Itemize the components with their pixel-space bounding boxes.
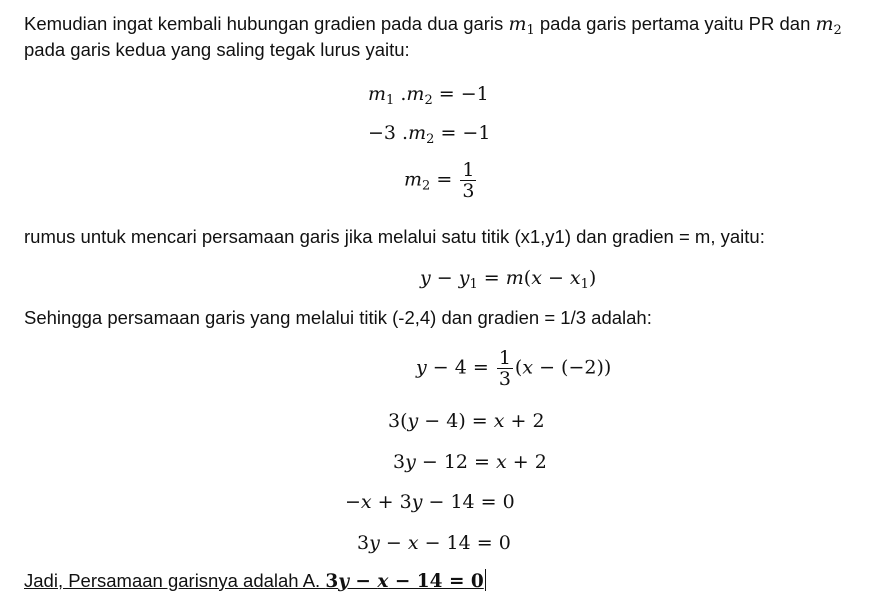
equation-m2-result: $m_2$ = $\frac{1}{3}$ (404, 159, 475, 202)
rumus-text: rumus untuk mencari persamaan garis jika melalui satu titik (x1,y1) dan gradien = m, yaitu: (24, 226, 765, 247)
fraction-one-third: $\frac{1}{3}$ (462, 159, 475, 202)
var-m1: $m_1$ (508, 13, 535, 38)
step-4-equation: −x + 3y − 14 = 0 (345, 491, 515, 513)
final-answer-text: Jadi, Persamaan garisnya adalah A. (24, 570, 326, 591)
point-slope-formula: $y - y_1 = m(x - x_1)$ (420, 267, 597, 292)
fraction-one-third: $\frac{1}{3}$ (498, 347, 511, 390)
sehingga-text: Sehingga persamaan garis yang melalui titik (-2,4) dan gradien = 1/3 adalah: (24, 307, 652, 328)
step-5-equation: 3y − x − 14 = 0 (357, 532, 511, 554)
intro-line-1 (24, 12, 842, 36)
final-answer-equation: 3y − x − 14 = 0 (325, 571, 484, 592)
intro-text-start: Kemudian ingat kembali hubungan gradien pada dua garis (24, 13, 509, 34)
step-1-equation: y − 4 = $\frac{1}{3}$ (x − (−2)) (416, 347, 612, 390)
final-answer (24, 568, 486, 595)
equation-m1-m2: $m_1$ $.m_2 = -1$ (368, 83, 489, 108)
equation-minus3-m2: −3 $.m_2 = -1$ (368, 122, 491, 147)
var-m2: $m_2$ (815, 13, 842, 38)
step-3-equation: 3y − 12 = x + 2 (393, 451, 547, 473)
text-cursor (485, 569, 486, 591)
intro-line-2: pada garis kedua yang saling tegak lurus yaitu: (24, 39, 410, 60)
step-2-equation: 3(y − 4) = x + 2 (388, 410, 545, 432)
intro-text-mid: pada garis pertama yaitu PR dan (534, 13, 816, 34)
